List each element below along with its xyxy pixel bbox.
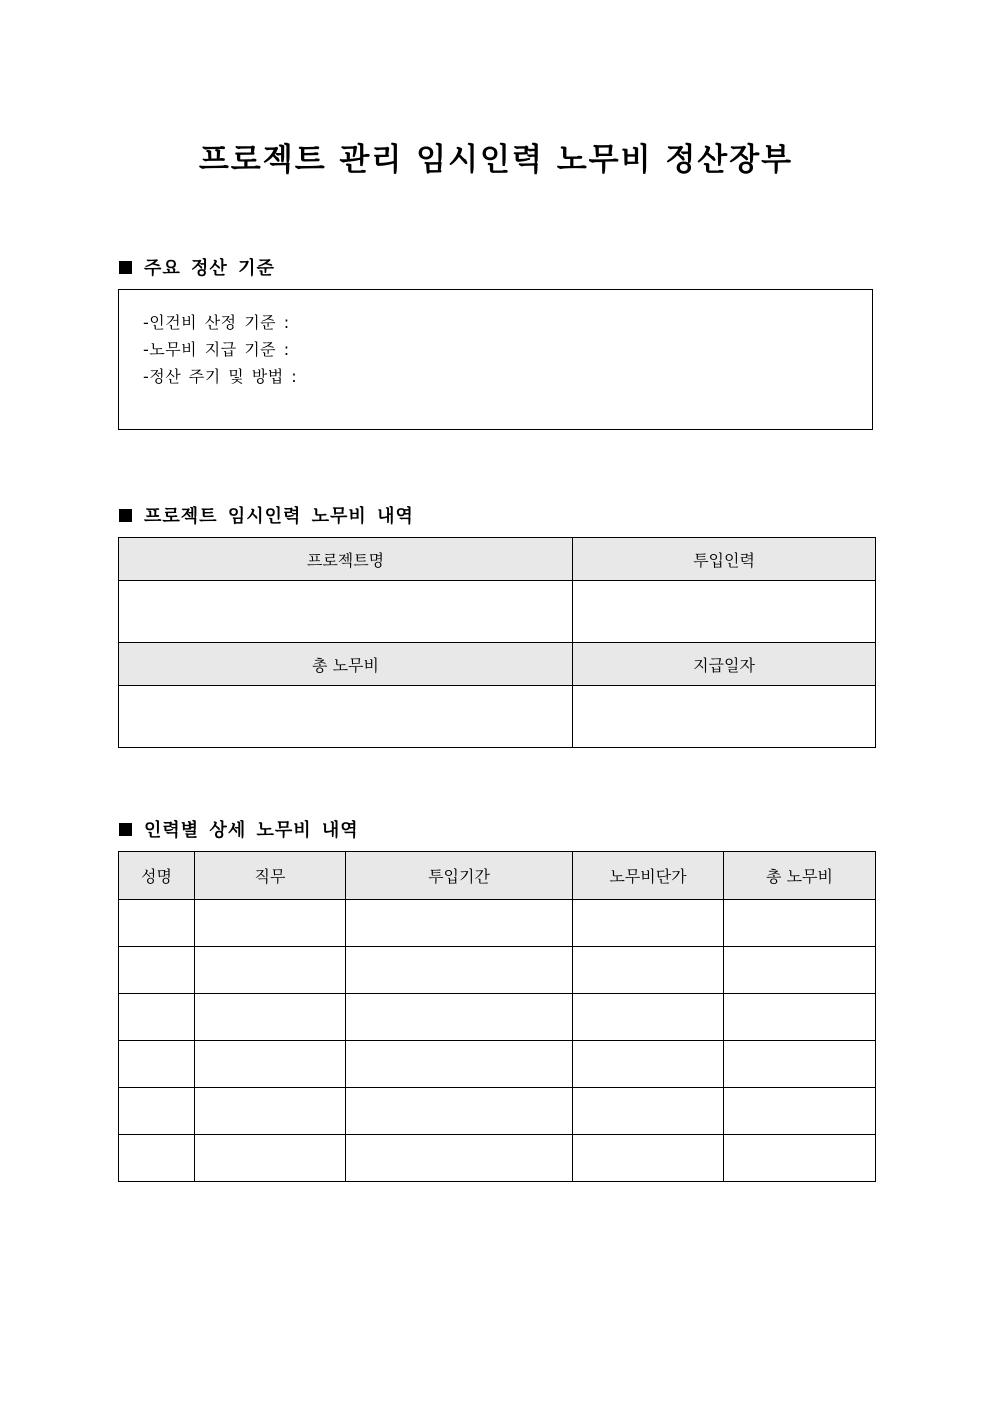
cell-period[interactable] xyxy=(346,900,573,947)
cell-name[interactable] xyxy=(119,1135,195,1182)
cell-name[interactable] xyxy=(119,947,195,994)
header-total: 총 노무비 xyxy=(724,852,876,900)
section-heading-text: 프로젝트 임시인력 노무비 내역 xyxy=(144,506,414,527)
summary-value-row xyxy=(119,686,876,748)
section-heading-detail xyxy=(119,816,359,842)
cell-total[interactable] xyxy=(724,994,876,1041)
cell-total[interactable] xyxy=(724,1041,876,1088)
table-row xyxy=(119,1088,876,1135)
cell-name[interactable] xyxy=(119,1088,195,1135)
header-payment-date: 지급일자 xyxy=(573,643,876,686)
table-row xyxy=(119,1041,876,1088)
header-project-name: 프로젝트명 xyxy=(119,538,573,581)
square-bullet-icon xyxy=(119,261,132,274)
table-row xyxy=(119,947,876,994)
section-heading-text: 인력별 상세 노무비 내역 xyxy=(144,820,359,841)
cell-total[interactable] xyxy=(724,900,876,947)
section-heading-criteria xyxy=(119,254,275,280)
cell-personnel[interactable] xyxy=(573,581,876,643)
cell-total[interactable] xyxy=(724,1135,876,1182)
section-heading-summary xyxy=(119,502,414,528)
summary-header-row xyxy=(119,538,876,581)
criteria-line-payment: -노무비 지급 기준 : xyxy=(143,340,290,359)
cell-period[interactable] xyxy=(346,1041,573,1088)
cell-period[interactable] xyxy=(346,1135,573,1182)
cell-period[interactable] xyxy=(346,994,573,1041)
cell-unit-price[interactable] xyxy=(573,1041,724,1088)
page-title: 프로젝트 관리 임시인력 노무비 정산장부 xyxy=(198,142,794,178)
cell-role[interactable] xyxy=(195,1088,346,1135)
cell-unit-price[interactable] xyxy=(573,900,724,947)
cell-project-name[interactable] xyxy=(119,581,573,643)
square-bullet-icon xyxy=(119,509,132,522)
criteria-box xyxy=(118,289,873,430)
cell-role[interactable] xyxy=(195,1041,346,1088)
detail-table xyxy=(118,851,876,1182)
detail-header-row xyxy=(119,852,876,900)
cell-period[interactable] xyxy=(346,947,573,994)
square-bullet-icon xyxy=(119,823,132,836)
criteria-line-cycle: -정산 주기 및 방법 : xyxy=(143,367,298,386)
header-total-labor-cost: 총 노무비 xyxy=(119,643,573,686)
criteria-line-labor-cost: -인건비 산정 기준 : xyxy=(143,313,290,332)
cell-unit-price[interactable] xyxy=(573,947,724,994)
summary-value-row xyxy=(119,581,876,643)
section-heading-text: 주요 정산 기준 xyxy=(144,258,275,279)
cell-unit-price[interactable] xyxy=(573,1135,724,1182)
header-unit-price: 노무비단가 xyxy=(573,852,724,900)
cell-name[interactable] xyxy=(119,1041,195,1088)
cell-name[interactable] xyxy=(119,994,195,1041)
cell-total[interactable] xyxy=(724,1088,876,1135)
header-role: 직무 xyxy=(195,852,346,900)
header-period: 투입기간 xyxy=(346,852,573,900)
summary-table xyxy=(118,537,876,748)
summary-header-row xyxy=(119,643,876,686)
cell-role[interactable] xyxy=(195,900,346,947)
table-row xyxy=(119,994,876,1041)
cell-unit-price[interactable] xyxy=(573,994,724,1041)
cell-unit-price[interactable] xyxy=(573,1088,724,1135)
cell-role[interactable] xyxy=(195,1135,346,1182)
header-name: 성명 xyxy=(119,852,195,900)
cell-total[interactable] xyxy=(724,947,876,994)
cell-role[interactable] xyxy=(195,994,346,1041)
header-personnel: 투입인력 xyxy=(573,538,876,581)
table-row xyxy=(119,1135,876,1182)
cell-payment-date[interactable] xyxy=(573,686,876,748)
cell-total-labor-cost[interactable] xyxy=(119,686,573,748)
cell-role[interactable] xyxy=(195,947,346,994)
cell-name[interactable] xyxy=(119,900,195,947)
table-row xyxy=(119,900,876,947)
cell-period[interactable] xyxy=(346,1088,573,1135)
